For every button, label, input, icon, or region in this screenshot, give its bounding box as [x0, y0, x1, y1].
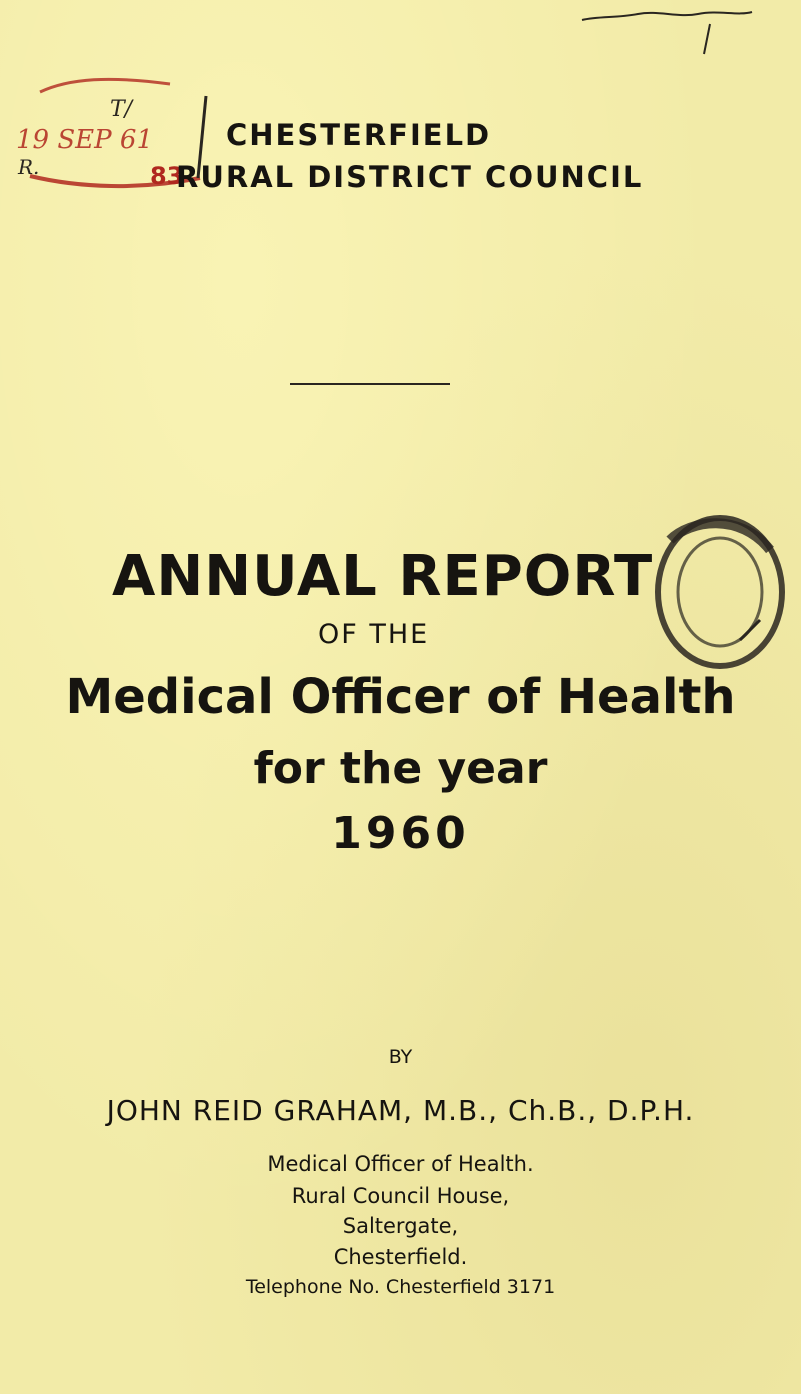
address-line-3: Chesterfield.: [333, 1245, 468, 1269]
report-title: ANNUAL REPORT: [112, 544, 654, 609]
stamp-suffix: R.: [18, 155, 40, 179]
stamp-prefix: T/: [110, 97, 133, 122]
address-line-2: Saltergate,: [342, 1214, 459, 1238]
council-name-line2: RURAL DISTRICT COUNCIL: [176, 160, 644, 194]
officer-title: Medical Officer of Health: [65, 669, 736, 725]
for-the-year-label: for the year: [253, 743, 548, 794]
handwritten-annotation: [578, 2, 758, 60]
telephone: Telephone No. Chesterfield 3171: [245, 1276, 556, 1298]
report-year: 1960: [331, 808, 470, 859]
divider: [290, 383, 450, 385]
stamp-initials: 83: [150, 162, 184, 190]
author-role: Medical Officer of Health.: [267, 1152, 534, 1176]
address-line-1: Rural Council House,: [291, 1184, 510, 1208]
library-seal-stamp: [620, 500, 790, 675]
author-name: JOHN REID GRAHAM, M.B., Ch.B., D.P.H.: [106, 1094, 695, 1127]
by-label: BY: [388, 1046, 413, 1068]
council-name-line1: CHESTERFIELD: [226, 118, 492, 152]
of-the-label: OF THE: [318, 619, 430, 650]
stamp-date: 19 SEP 61: [16, 125, 153, 155]
